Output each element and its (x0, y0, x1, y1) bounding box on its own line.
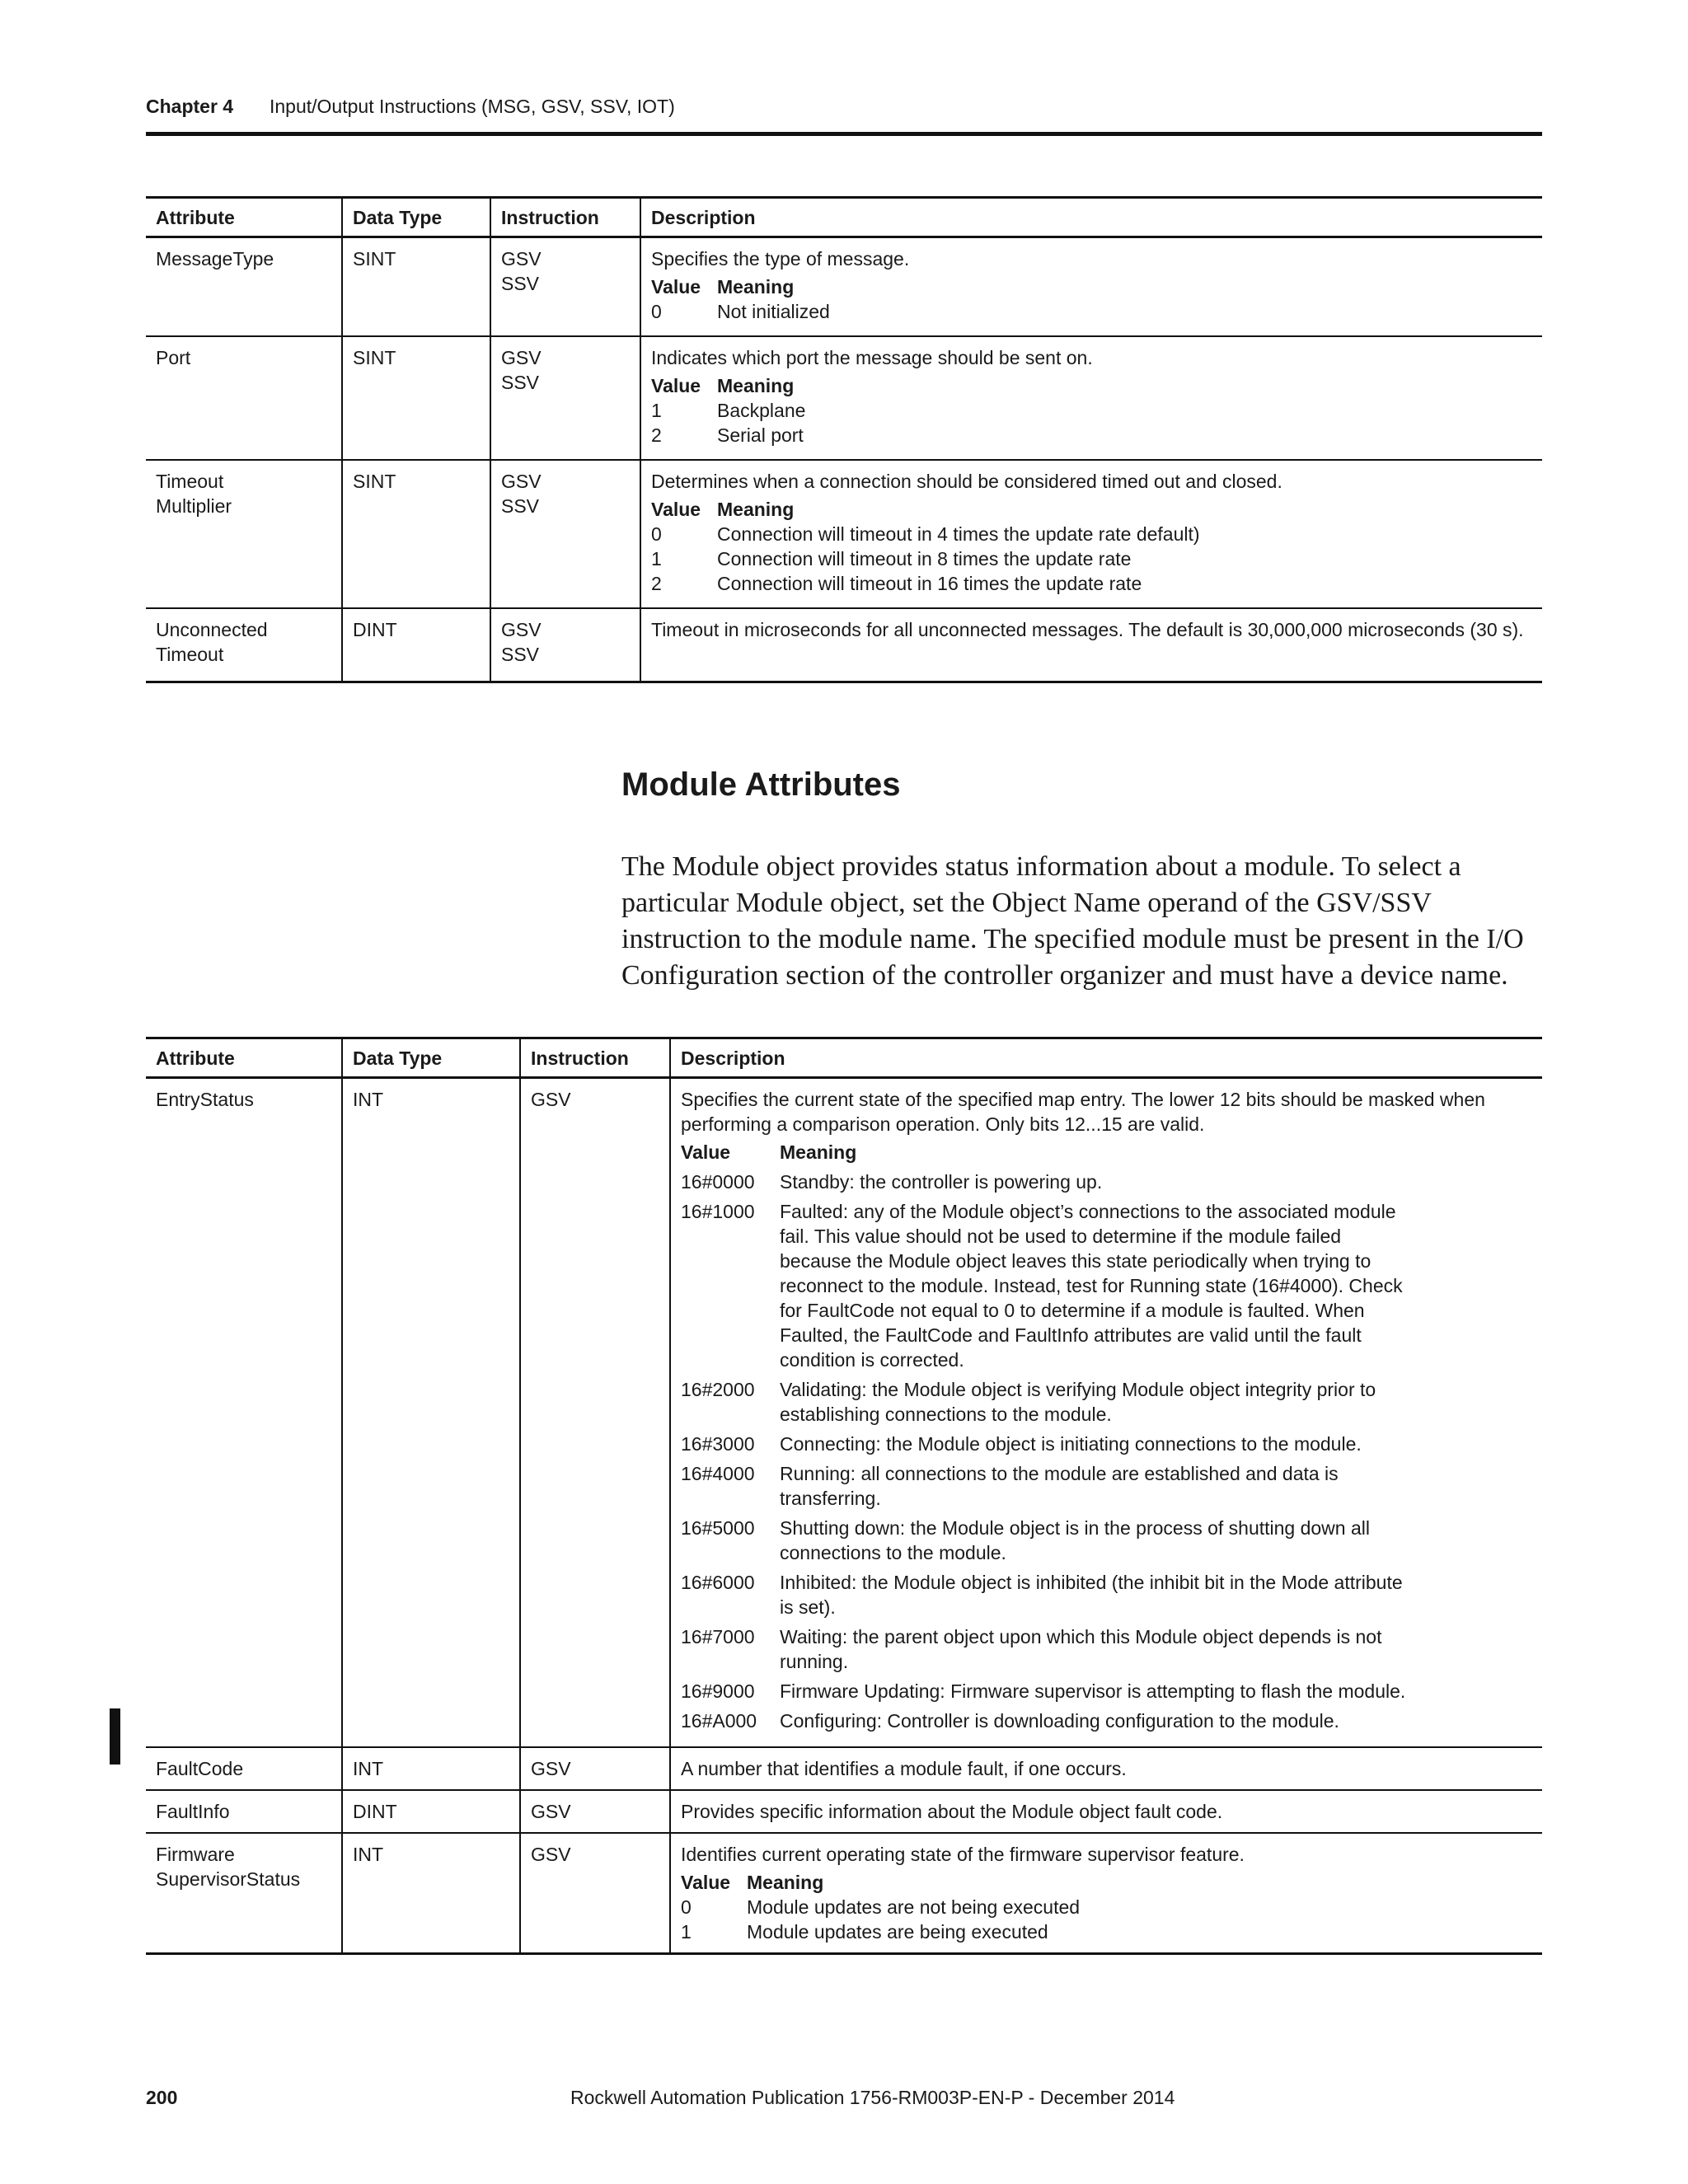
value-header: Value (651, 374, 701, 396)
table-header-row (146, 1038, 1542, 1078)
attribute-cell: MessageType (146, 237, 342, 336)
description-text: Indicates which port the message should be sent on. (651, 346, 1093, 368)
description-cell (670, 1078, 1542, 1748)
value-header: Value (681, 1872, 731, 1893)
value-meaning: Configuring: Controller is downloading configuration to the module. (780, 1710, 1339, 1732)
value-meaning: Inhibited: the Module object is inhibited (the inhibit bit in the Mode attribute is set). (780, 1572, 1403, 1618)
value-meaning: Backplane (717, 399, 806, 421)
description-cell: Provides specific information about the Module object fault code. (670, 1790, 1542, 1833)
value-code: 16#3000 (681, 1433, 755, 1455)
value-meaning: Validating: the Module object is verifying Module object integrity prior to establishing connections to the module. (780, 1379, 1376, 1425)
instruction-cell: GSV (520, 1833, 670, 1954)
value-meaning: Firmware Updating: Firmware supervisor is attempting to flash the module. (780, 1680, 1406, 1702)
instruction-cell (490, 460, 640, 608)
table-row (146, 237, 1542, 336)
value-code: 2 (651, 572, 662, 594)
value-meaning: Connection will timeout in 16 times the update rate (717, 572, 1142, 594)
description-text: Identifies current operating state of the firmware supervisor feature. (681, 1844, 1245, 1865)
change-bar (110, 1708, 120, 1765)
instruction-cell: GSV (520, 1790, 670, 1833)
module-attributes-table (146, 1037, 1542, 1955)
col-header-attribute: Attribute (146, 198, 342, 237)
running-header (146, 92, 1522, 134)
attribute-line: Timeout (156, 470, 224, 492)
description-cell (640, 460, 1542, 608)
meaning-header: Meaning (717, 498, 795, 520)
value-header: Value (651, 276, 701, 298)
value-meaning: Module updates are being executed (747, 1921, 1048, 1943)
value-meaning: Shutting down: the Module object is in the process of shutting down all connections to the module. (780, 1517, 1370, 1563)
chapter-label: Chapter 4 (146, 96, 234, 117)
meaning-header: Meaning (717, 374, 795, 396)
publication-info: Rockwell Automation Publication 1756-RM003P-EN-P - December 2014 (570, 2087, 1175, 2108)
section-paragraph: The Module object provides status information about a module. To select a particular Module object, set the Object Name operand of the GSV/SSV instruction to the module name. The specified module must be present in the I/O Configuration section of the controller organizer and must have a device name. (621, 851, 1524, 991)
attribute-cell: FaultInfo (146, 1790, 342, 1833)
col-header-description: Description (670, 1038, 1542, 1078)
value-code: 16#A000 (681, 1710, 757, 1732)
instruction-line: SSV (501, 371, 540, 393)
value-meaning: Module updates are not being executed (747, 1896, 1081, 1918)
description-cell (670, 1833, 1542, 1954)
value-code: 16#7000 (681, 1626, 755, 1647)
instruction-cell (490, 336, 640, 460)
value-meaning: Standby: the controller is powering up. (780, 1171, 1103, 1193)
instruction-cell (490, 608, 640, 682)
table-row (146, 1790, 1542, 1833)
table-row (146, 1747, 1542, 1790)
description-cell: A number that identifies a module fault, if one occurs. (670, 1747, 1542, 1790)
data-type-cell: SINT (342, 237, 490, 336)
instruction-cell: GSV (520, 1078, 670, 1748)
value-meaning: Connection will timeout in 8 times the update rate (717, 547, 1132, 569)
attribute-line: Multiplier (156, 494, 232, 517)
value-code: 0 (681, 1896, 692, 1918)
col-header-description: Description (640, 198, 1542, 237)
attribute-line: Timeout (156, 643, 224, 665)
instruction-line: SSV (501, 494, 540, 517)
value-code: 1 (651, 399, 662, 421)
description-cell (640, 237, 1542, 336)
col-header-data-type: Data Type (342, 198, 490, 237)
instruction-line: SSV (501, 273, 540, 294)
data-type-cell: DINT (342, 608, 490, 682)
attribute-cell: FaultCode (146, 1747, 342, 1790)
page-number: 200 (146, 2087, 178, 2108)
value-meaning: Running: all connections to the module are established and data is transferring. (780, 1463, 1339, 1509)
col-header-instruction: Instruction (520, 1038, 670, 1078)
value-meaning-table (651, 373, 805, 448)
value-code: 1 (681, 1921, 692, 1943)
attribute-line: Unconnected (156, 618, 268, 640)
description-cell: Timeout in microseconds for all unconnected messages. The default is 30,000,000 microseconds (30 s). (640, 608, 1542, 682)
data-type-cell: INT (342, 1833, 520, 1954)
value-meaning: Connecting: the Module object is initiating connections to the module. (780, 1433, 1362, 1455)
value-header: Value (681, 1141, 731, 1163)
description-cell (640, 336, 1542, 460)
instruction-line: GSV (501, 618, 542, 640)
message-attributes-table (146, 196, 1542, 683)
data-type-cell: INT (342, 1747, 520, 1790)
instruction-line: SSV (501, 643, 540, 665)
value-code: 16#0000 (681, 1171, 755, 1193)
meaning-header: Meaning (747, 1872, 824, 1893)
instruction-cell: GSV (520, 1747, 670, 1790)
value-code: 0 (651, 523, 662, 545)
meaning-header: Meaning (780, 1141, 857, 1163)
col-header-attribute: Attribute (146, 1038, 342, 1078)
table-row (146, 460, 1542, 608)
value-meaning: Waiting: the parent object upon which this Module object depends is not running. (780, 1626, 1382, 1672)
attribute-cell (146, 1833, 342, 1954)
data-type-cell: INT (342, 1078, 520, 1748)
value-code: 16#2000 (681, 1379, 755, 1400)
value-meaning-table (681, 1870, 1080, 1944)
table-row (146, 1078, 1542, 1748)
attribute-cell (146, 608, 342, 682)
meaning-header: Meaning (717, 276, 795, 298)
value-header: Value (651, 498, 701, 520)
value-meaning-table (651, 274, 830, 324)
description-text: Specifies the current state of the specified map entry. The lower 12 bits should be masked when performing a comparison operation. Only bits 12...15 are valid. (681, 1089, 1485, 1135)
section-title: Module Attributes (621, 766, 901, 803)
description-text: Determines when a connection should be considered timed out and closed. (651, 470, 1282, 492)
value-meaning-table (681, 1140, 1405, 1738)
attribute-cell: Port (146, 336, 342, 460)
value-code: 1 (651, 547, 662, 569)
value-meaning: Serial port (717, 424, 804, 446)
instruction-cell (490, 237, 640, 336)
table-row (146, 1833, 1542, 1954)
chapter-title: Input/Output Instructions (MSG, GSV, SSV, IOT) (270, 96, 675, 117)
data-type-cell: SINT (342, 336, 490, 460)
value-code: 16#4000 (681, 1463, 755, 1484)
value-meaning: Connection will timeout in 4 times the update rate default) (717, 523, 1200, 545)
col-header-instruction: Instruction (490, 198, 640, 237)
value-code: 16#9000 (681, 1680, 755, 1702)
instruction-line: GSV (501, 470, 542, 492)
table-row (146, 336, 1542, 460)
table-header-row (146, 198, 1542, 237)
data-type-cell: DINT (342, 1790, 520, 1833)
data-type-cell: SINT (342, 460, 490, 608)
instruction-line: GSV (501, 346, 542, 368)
value-meaning: Not initialized (717, 301, 830, 322)
attribute-cell: EntryStatus (146, 1078, 342, 1748)
value-code: 16#5000 (681, 1517, 755, 1539)
value-meaning: Faulted: any of the Module object’s connections to the associated module fail. This value should not be used to determine if the module failed because the Module object leaves this state periodically when trying to reconnect to the module. Instead, test for Running state (16#4000). Check for FaultCode not equal to 0 to determine if a module is faulted. When Faulted, the FaultCode and FaultInfo attributes are valid until the fault condition is corrected. (780, 1201, 1403, 1371)
instruction-line: GSV (501, 248, 542, 269)
description-text: Specifies the type of message. (651, 248, 910, 269)
value-code: 16#1000 (681, 1201, 755, 1222)
attribute-cell (146, 460, 342, 608)
table-row (146, 608, 1542, 682)
attribute-line: Firmware (156, 1844, 235, 1865)
attribute-line: SupervisorStatus (156, 1868, 301, 1890)
value-code: 2 (651, 424, 662, 446)
col-header-data-type: Data Type (342, 1038, 520, 1078)
value-code: 0 (651, 301, 662, 322)
value-code: 16#6000 (681, 1572, 755, 1593)
header-rule (146, 132, 1542, 136)
value-meaning-table (651, 497, 1200, 596)
